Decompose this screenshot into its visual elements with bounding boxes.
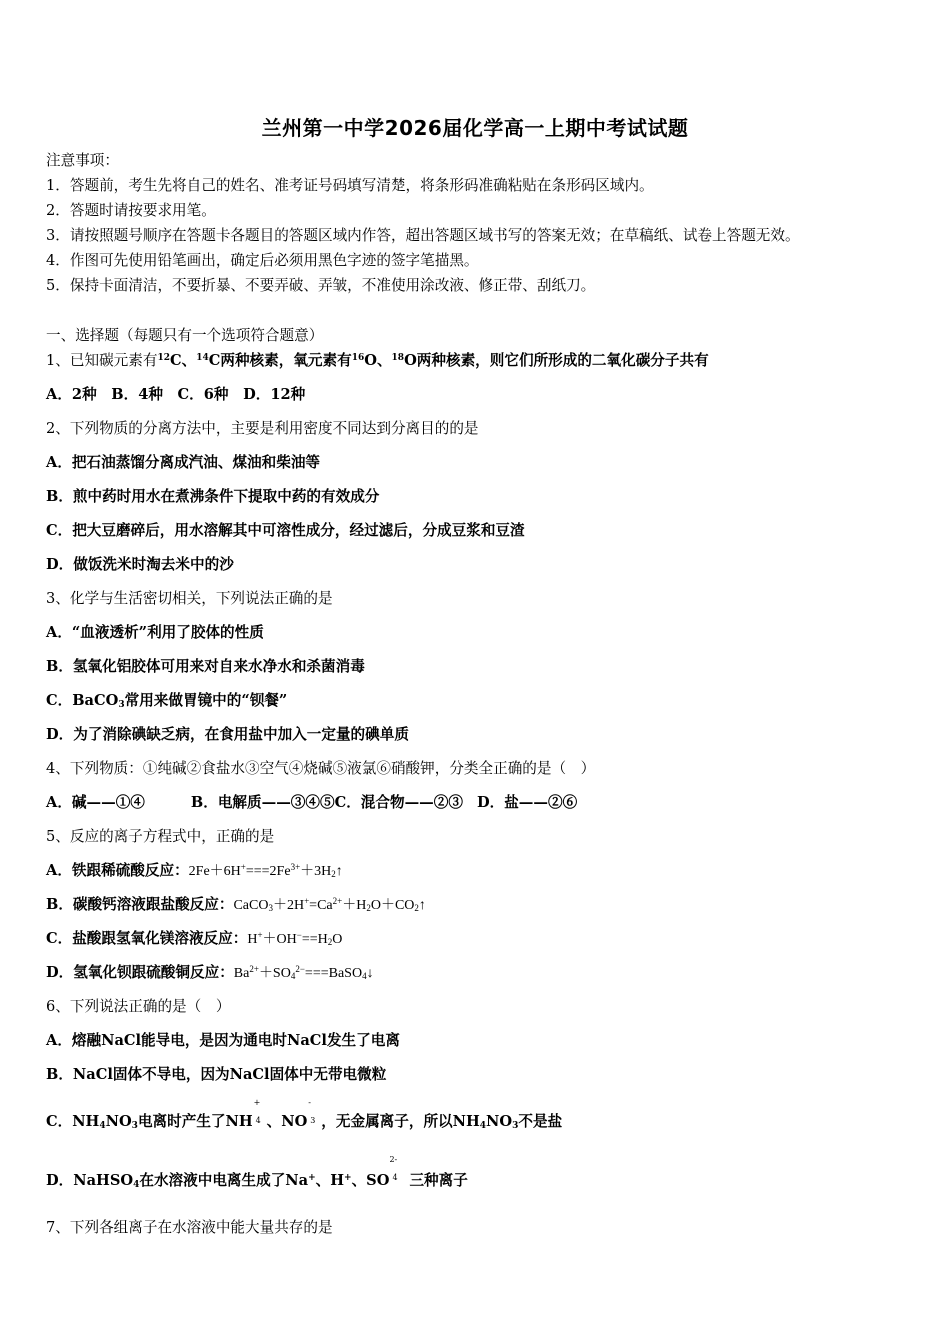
question-3-stem: 3、化学与生活密切相关，下列说法正确的是: [46, 590, 333, 607]
notice-item-2: 2．答题时请按要求用笔。: [46, 202, 216, 219]
notice-item-3: 3．请按照题号顺序在答题卡各题目的答题区域内作答，超出答题区域书写的答案无效；在草稿纸、试卷上答题无效。: [46, 227, 800, 244]
question-5-option-a: A．铁跟稀硫酸反应：$2Fe+6H^+===2Fe^{3+}+3H_2↑$: [46, 862, 343, 879]
question-5-option-d: D．氢氧化钡跟硫酸铜反应：$Ba^{2+}+SO_4^{2-}===BaSO_4↓$: [46, 964, 374, 981]
question-5-option-b: B．碳酸钙溶液跟盐酸反应：$CaCO_3+2H^+=Ca^{2+}+H_2O+CO_2↑$: [46, 896, 426, 913]
question-6-stem: 6、下列说法正确的是（ ）: [46, 998, 231, 1015]
question-2-option-c: C．把大豆磨碎后，用水溶解其中可溶性成分，经过滤后，分成豆浆和豆渣: [46, 522, 525, 539]
question-2-option-a: A．把石油蒸馏分离成汽油、煤油和柴油等: [46, 454, 321, 471]
question-4-option-b: B．电解质——③④⑤: [190, 794, 335, 811]
question-5-option-c: C．盐酸跟氢氧化镁溶液反应：$H^++OH^-==H_2O$: [46, 930, 343, 947]
question-4-stem: 4、下列物质：①纯碱②食盐水③空气④烧碱⑤液氯⑥硝酸钾，分类全正确的是（ ）: [46, 760, 596, 777]
question-1-options: A．2种 B．4种 C．6种 D．12种: [46, 386, 306, 403]
page-title: 兰州第一中学2026届化学高一上期中考试试题: [261, 116, 689, 140]
question-7-stem: 7、下列各组离子在水溶液中能大量共存的是: [46, 1219, 333, 1236]
question-3-option-c: C．BaCO$_3$常用来做胃镜中的“钡餐”: [46, 692, 288, 710]
question-2-stem: 2、下列物质的分离方法中，主要是利用密度不同达到分离目的的是: [46, 420, 479, 437]
question-4-option-c: C．混合物——②③: [334, 794, 463, 811]
question-3-option-a: A．“血液透析”利用了胶体的性质: [46, 624, 264, 641]
question-6-option-b: B．NaCl固体不导电，因为NaCl固体中无带电微粒: [46, 1066, 387, 1083]
question-4-option-d: D．盐——②⑥: [476, 794, 578, 811]
question-6-option-d: D．NaHSO$_4$在水溶液中电离生成了Na+、H+、SO 2- 4 三种离子: [46, 1155, 468, 1190]
ammonium-charge: + 4: [253, 1098, 261, 1125]
question-4-option-a: A．碱——①④: [46, 794, 145, 811]
notice-item-4: 4．作图可先使用铅笔画出，确定后必须用黑色字迹的签字笔描黑。: [46, 252, 479, 269]
sulfate-charge: 2- 4: [389, 1155, 398, 1182]
question-5-stem: 5、反应的离子方程式中，正确的是: [46, 828, 275, 845]
notice-item-1: 1．答题前，考生先将自己的姓名、准考证号码填写清楚，将条形码准确粘贴在条形码区域内。: [46, 177, 654, 194]
question-4-options: [46, 794, 577, 812]
question-1-stem: 1、已知碳元素有$^{12}$C、$^{14}$C两种核素，氧元素有$^{16}$O、$^{18}$O两种核素，则它们所形成的二氧化碳分子共有: [46, 352, 709, 369]
notice-item-5: 5．保持卡面清洁，不要折暴、不要弄破、弄皱，不准使用涂改液、修正带、刮纸刀。: [46, 277, 596, 294]
section-heading: 一、选择题（每题只有一个选项符合题意）: [46, 327, 324, 344]
question-3-option-d: D．为了消除碘缺乏病，在食用盐中加入一定量的碘单质: [46, 726, 409, 743]
nitrate-charge: - 3: [308, 1098, 316, 1125]
question-2-option-d: D．做饭洗米时淘去米中的沙: [46, 556, 234, 573]
question-3-option-b: B．氢氧化铝胶体可用来对自来水净水和杀菌消毒: [46, 658, 365, 675]
notice-heading: 注意事项：: [46, 152, 119, 169]
question-2-option-b: B．煎中药时用水在煮沸条件下提取中药的有效成分: [46, 488, 380, 505]
question-6-option-c: C．$NH_4NO_3$电离时产生了NH + 4 、NO - 3 ，无金属离子，所以$NH_4NO_3$不是盐: [46, 1098, 563, 1131]
question-6-option-a: A．熔融NaCl能导电，是因为通电时NaCl发生了电离: [46, 1032, 400, 1049]
